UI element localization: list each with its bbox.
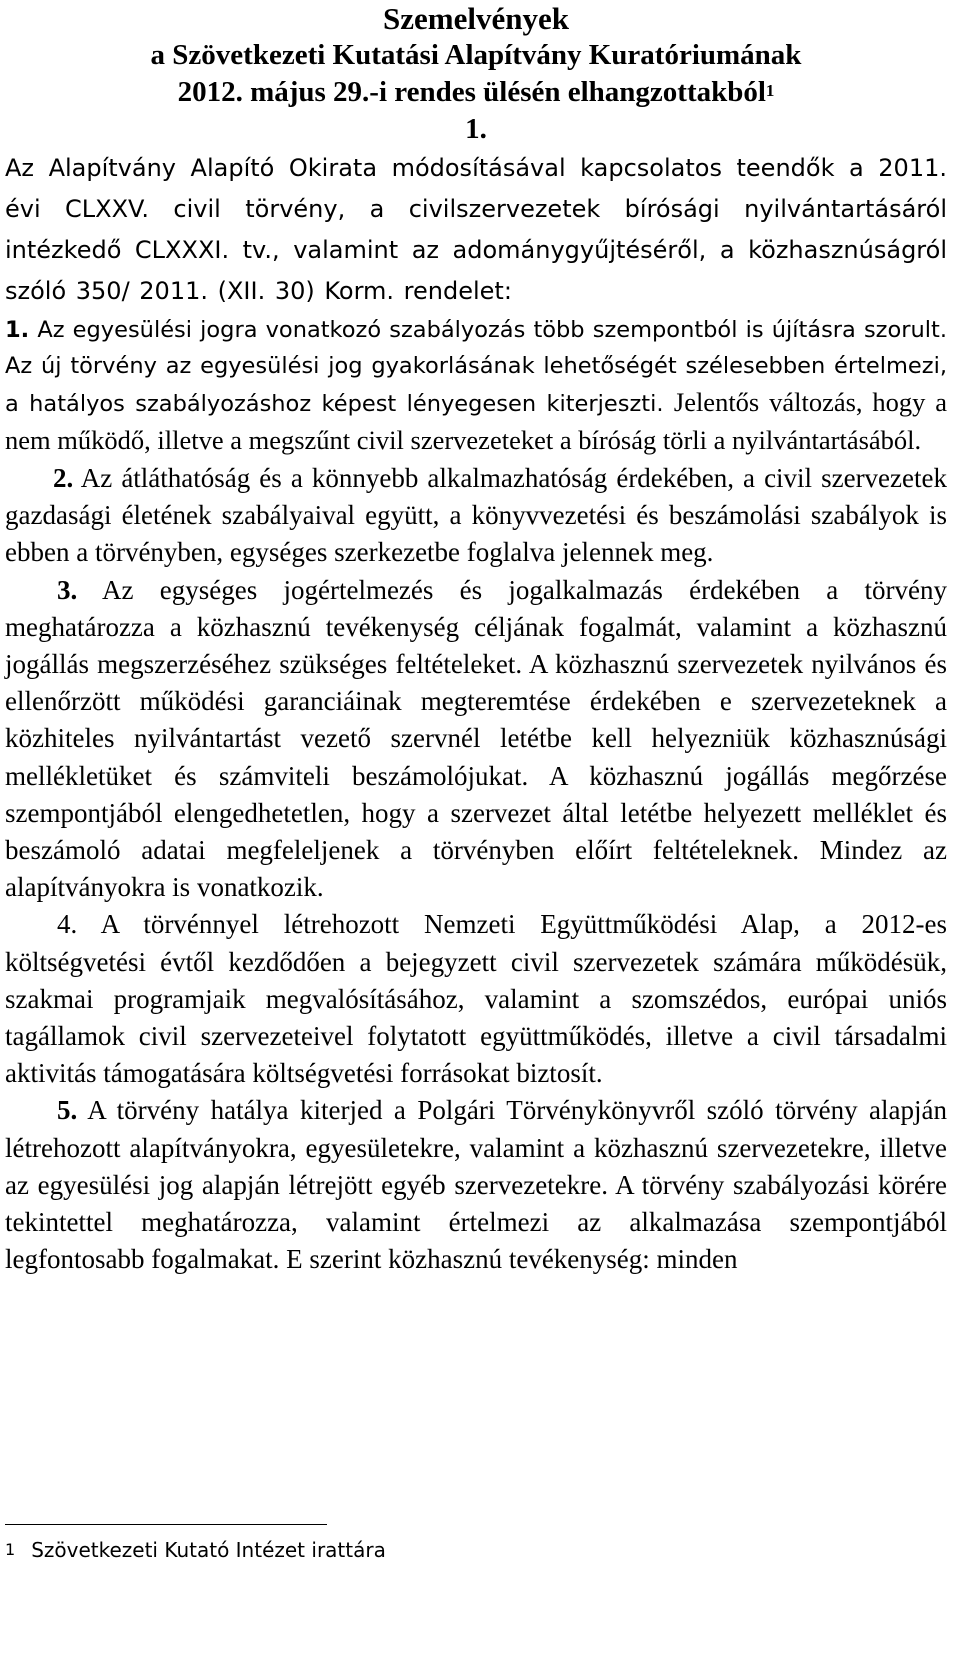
title-line-2: a Szövetkezeti Kutatási Alapítvány Kuratóriumának: [150, 39, 802, 71]
paragraph-1: [5, 312, 947, 460]
paragraph-4-number: 4.: [57, 909, 78, 940]
title-footnote-ref[interactable]: 1: [765, 81, 775, 100]
intro-text: Az Alapítvány Alapító Okirata módosításával kapcsolatos teendők a 2011. évi CLXXV. civil törvény, a civilszervezetek bírósági nyilvántartásáról intézkedő CLXXXI. tv., valamint az adománygyűjtéséről, a közhasznúságról szóló 350/ 2011. (XII. 30) Korm. rendelet:: [5, 154, 947, 305]
title-line-3: [5, 74, 947, 111]
footnote: [5, 1536, 386, 1564]
paragraph-3: [5, 572, 947, 907]
footnote-separator: [5, 1524, 327, 1525]
paragraph-2-number: 2.: [53, 463, 74, 493]
paragraph-5: [5, 1092, 947, 1278]
paragraph-5-number: 5.: [57, 1095, 78, 1126]
document-page: [5, 0, 947, 1278]
paragraph-1b-text: Jelentős változás, hogy a nem működő, illetve a megszűnt civil szervezeteket a bíróság törli a nyilvántartásából.: [5, 387, 947, 455]
paragraph-4: [5, 906, 947, 1092]
paragraph-3-number: 3.: [57, 574, 78, 605]
title-line-1: Szemelvények: [383, 1, 569, 36]
footnote-mark: 1: [5, 1540, 16, 1559]
footnote-text: Szövetkezeti Kutató Intézet irattára: [31, 1538, 386, 1562]
paragraph-2-text: Az átláthatóság és a könnyebb alkalmazhatóság érdekében, a civil szervezetek gazdasági életének szabályaival együtt, a könyvvezetési és beszámolási szabályok is ebben a törvényben, egységes szerkezetbe foglalva jelennek meg.: [5, 463, 947, 568]
paragraph-4-text: A törvénnyel létrehozott Nemzeti Együttműködési Alap, a 2012-es költségvetési évtől kezdődően a bejegyzett civil szervezetek számára működésük, szakmai programjaik megvalósításához, valamint a szomszédos, európai uniós tagállamok civil szervezeteivel folytatott együttműködés, illetve a civil társadalmi aktivitás támogatására költségvetési forrásokat biztosít.: [5, 909, 947, 1089]
paragraph-3-text: Az egységes jogértelmezés és jogalkalmazás érdekében a törvény meghatározza a közhasznú tevékenység céljának fogalmát, valamint a közhasznú jogállás megszerzéséhez szükséges feltételeket. A közhasznú szervezetek nyilvános és ellenőrzött működési garanciáinak megteremtése érdekében e szervezeteknek a közhiteles nyilvántartást vezető szervnél letétbe kell helyezniük közhasznúsági mellékletüket és számviteli beszámolójukat. A közhasznú jogállás megőrzése szempontjából elengedhetetlen, hogy a szervezet által letétbe helyezett melléklet és beszámoló adatai megfeleljenek a törvényben előírt feltételeknek. Mindez az alapítványokra is vonatkozik.: [5, 574, 947, 903]
paragraph-1-text: Az egyesülési jogra vonatkozó szabályozás több szempontból is újításra szorult. Az új törvény az egyesülési jog gyakorlásának lehetőségét szélesebben értelmezi, a hatályos szabályozáshoz képest lényegesen kiterjeszti.: [5, 317, 947, 417]
section-number: 1.: [465, 113, 487, 145]
title-line-3-text: 2012. május 29.-i rendes ülésén elhangzottakból: [177, 76, 766, 108]
paragraph-1-number: 1.: [5, 317, 30, 343]
paragraph-5-text: A törvény hatálya kiterjed a Polgári Törvénykönyvről szóló törvény alapján létrehozott alapítványokra, egyesületekre, valamint a közhasznú szervezetekre, illetve az egyesülési jog alapján létrejött egyéb szervezetekre. A törvény szabályozási körére tekintettel meghatározza, valamint értelmezi az alkalmazása szempontjából legfontosabb fogalmakat. E szerint közhasznú tevékenység: minden: [5, 1095, 947, 1275]
document-title: [5, 0, 947, 111]
paragraph-2: [5, 460, 947, 572]
